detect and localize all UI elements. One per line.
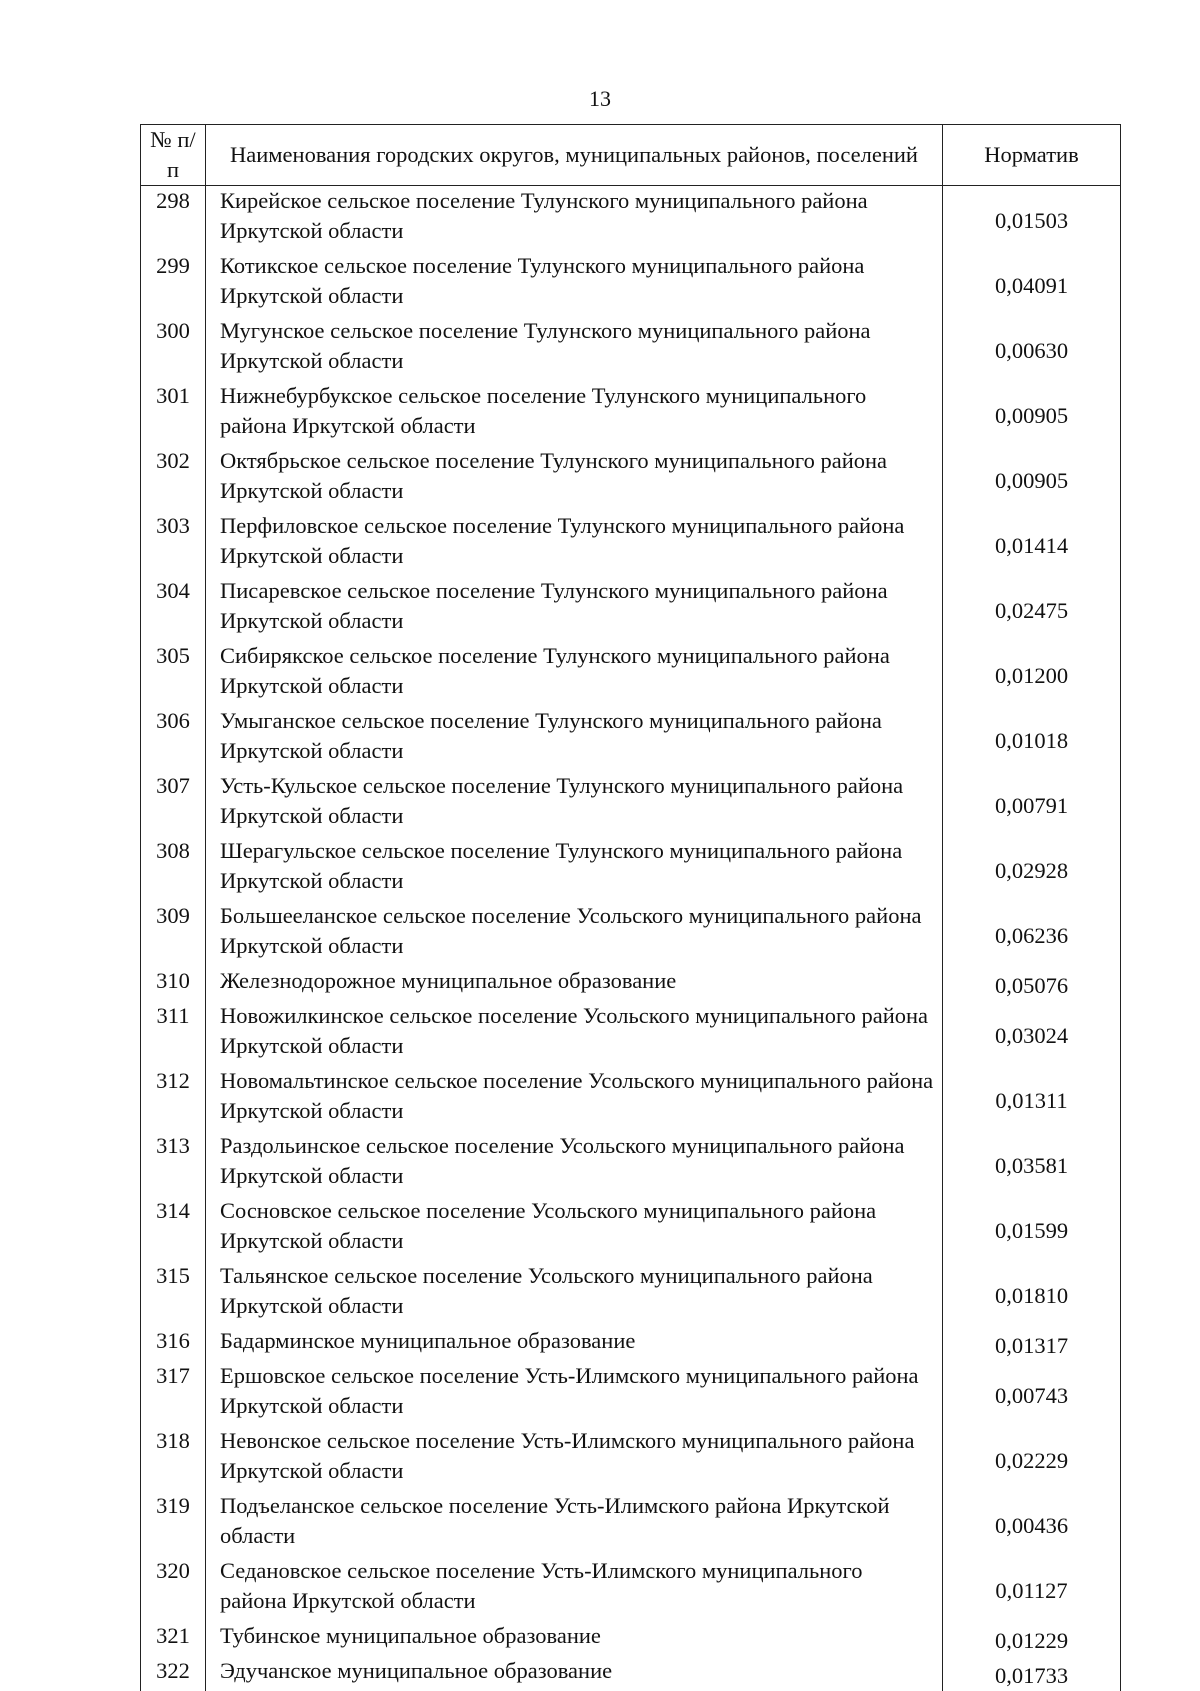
row-name: Седановское сельское поселение Усть-Илимского муниципального района Иркутской области [206, 1556, 943, 1621]
row-name: Новомальтинское сельское поселение Усольского муниципального района Иркутской области [206, 1066, 943, 1131]
table-row [141, 186, 1121, 252]
table-row [141, 576, 1121, 641]
row-normative: 0,00905 [943, 446, 1121, 511]
row-normative: 0,03024 [943, 1001, 1121, 1066]
table-row [141, 1001, 1121, 1066]
row-normative: 0,01317 [943, 1326, 1121, 1361]
row-number: 309 [141, 901, 206, 966]
row-number: 308 [141, 836, 206, 901]
row-number: 310 [141, 966, 206, 1001]
table-row [141, 1361, 1121, 1426]
row-normative: 0,00630 [943, 316, 1121, 381]
header-name: Наименования городских округов, муниципальных районов, поселений [206, 125, 943, 186]
table-row [141, 511, 1121, 576]
table-row [141, 1261, 1121, 1326]
row-name: Нижнебурбукское сельское поселение Тулунского муниципального района Иркутской области [206, 381, 943, 446]
row-name: Большееланское сельское поселение Усольского муниципального района Иркутской области [206, 901, 943, 966]
row-number: 318 [141, 1426, 206, 1491]
row-name: Кирейское сельское поселение Тулунского муниципального района Иркутской области [206, 186, 943, 252]
row-name: Писаревское сельское поселение Тулунского муниципального района Иркутской области [206, 576, 943, 641]
row-number: 319 [141, 1491, 206, 1556]
row-name: Тубинское муниципальное образование [206, 1621, 943, 1656]
table-row [141, 1326, 1121, 1361]
row-normative: 0,01810 [943, 1261, 1121, 1326]
row-number: 299 [141, 251, 206, 316]
row-name: Бадарминское муниципальное образование [206, 1326, 943, 1361]
row-normative: 0,01200 [943, 641, 1121, 706]
row-name: Усть-Кульское сельское поселение Тулунского муниципального района Иркутской области [206, 771, 943, 836]
row-number: 307 [141, 771, 206, 836]
row-normative: 0,00743 [943, 1361, 1121, 1426]
row-number: 314 [141, 1196, 206, 1261]
row-normative: 0,01311 [943, 1066, 1121, 1131]
table-row [141, 771, 1121, 836]
row-normative: 0,02229 [943, 1426, 1121, 1491]
row-normative: 0,02475 [943, 576, 1121, 641]
table-row [141, 251, 1121, 316]
row-name: Невонское сельское поселение Усть-Илимского муниципального района Иркутской области [206, 1426, 943, 1491]
row-number: 315 [141, 1261, 206, 1326]
row-name: Октябрьское сельское поселение Тулунского муниципального района Иркутской области [206, 446, 943, 511]
table-row [141, 1066, 1121, 1131]
table-row [141, 381, 1121, 446]
table-row [141, 1556, 1121, 1621]
row-number: 316 [141, 1326, 206, 1361]
row-number: 304 [141, 576, 206, 641]
row-name: Умыганское сельское поселение Тулунского муниципального района Иркутской области [206, 706, 943, 771]
table-row [141, 966, 1121, 1001]
row-name: Перфиловское сельское поселение Тулунского муниципального района Иркутской области [206, 511, 943, 576]
table-row [141, 1196, 1121, 1261]
table-header-row [141, 125, 1121, 186]
header-norm: Норматив [943, 125, 1121, 186]
row-normative: 0,01229 [943, 1621, 1121, 1656]
row-number: 311 [141, 1001, 206, 1066]
row-normative: 0,00436 [943, 1491, 1121, 1556]
row-number: 317 [141, 1361, 206, 1426]
row-normative: 0,01599 [943, 1196, 1121, 1261]
row-name: Раздольинское сельское поселение Усольского муниципального района Иркутской области [206, 1131, 943, 1196]
table-row [141, 1656, 1121, 1691]
header-num: № п/п [141, 125, 206, 186]
row-normative: 0,05076 [943, 966, 1121, 1001]
row-name: Эдучанское муниципальное образование [206, 1656, 943, 1691]
page-number: 13 [589, 86, 611, 111]
row-number: 305 [141, 641, 206, 706]
row-number: 312 [141, 1066, 206, 1131]
row-number: 300 [141, 316, 206, 381]
row-name: Шерагульское сельское поселение Тулунского муниципального района Иркутской области [206, 836, 943, 901]
table-row [141, 446, 1121, 511]
row-normative: 0,00905 [943, 381, 1121, 446]
normatives-table [140, 124, 1121, 1691]
row-normative: 0,01127 [943, 1556, 1121, 1621]
row-normative: 0,01733 [943, 1656, 1121, 1691]
row-name: Мугунское сельское поселение Тулунского муниципального района Иркутской области [206, 316, 943, 381]
row-number: 313 [141, 1131, 206, 1196]
row-normative: 0,01414 [943, 511, 1121, 576]
row-normative: 0,06236 [943, 901, 1121, 966]
row-name: Тальянское сельское поселение Усольского муниципального района Иркутской области [206, 1261, 943, 1326]
row-number: 303 [141, 511, 206, 576]
row-number: 321 [141, 1621, 206, 1656]
row-name: Ершовское сельское поселение Усть-Илимского муниципального района Иркутской области [206, 1361, 943, 1426]
row-number: 302 [141, 446, 206, 511]
table-row [141, 1621, 1121, 1656]
row-number: 306 [141, 706, 206, 771]
table-row [141, 1426, 1121, 1491]
row-name: Новожилкинское сельское поселение Усольского муниципального района Иркутской области [206, 1001, 943, 1066]
row-name: Котикское сельское поселение Тулунского муниципального района Иркутской области [206, 251, 943, 316]
row-normative: 0,04091 [943, 251, 1121, 316]
row-number: 320 [141, 1556, 206, 1621]
row-normative: 0,00791 [943, 771, 1121, 836]
table-row [141, 641, 1121, 706]
row-name: Сибирякское сельское поселение Тулунского муниципального района Иркутской области [206, 641, 943, 706]
row-normative: 0,03581 [943, 1131, 1121, 1196]
table-row [141, 1491, 1121, 1556]
row-number: 301 [141, 381, 206, 446]
row-normative: 0,02928 [943, 836, 1121, 901]
row-name: Подъеланское сельское поселение Усть-Илимского района Иркутской области [206, 1491, 943, 1556]
table-row [141, 901, 1121, 966]
row-normative: 0,01018 [943, 706, 1121, 771]
row-number: 298 [141, 186, 206, 252]
row-name: Сосновское сельское поселение Усольского муниципального района Иркутской области [206, 1196, 943, 1261]
table-row [141, 706, 1121, 771]
table-row [141, 836, 1121, 901]
row-normative: 0,01503 [943, 186, 1121, 252]
table-row [141, 316, 1121, 381]
table-row [141, 1131, 1121, 1196]
row-number: 322 [141, 1656, 206, 1691]
row-name: Железнодорожное муниципальное образование [206, 966, 943, 1001]
